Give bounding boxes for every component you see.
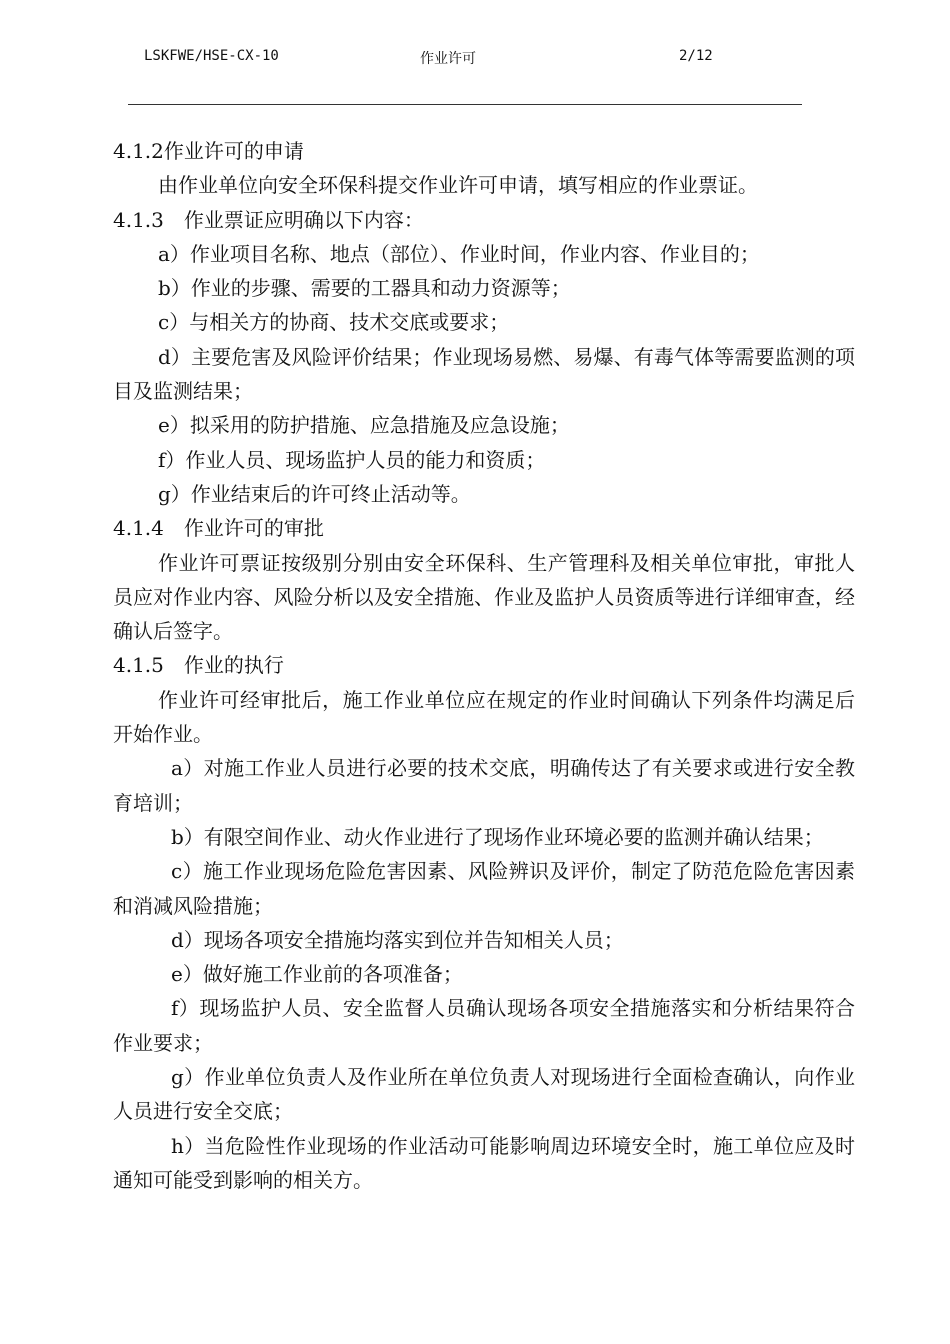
document-body [113,134,855,1197]
list-item: g）作业单位负责人及作业所在单位负责人对现场进行全面检查确认，向作业人员进行安全交底； [113,1065,855,1124]
section-paragraph: 作业许可票证按级别分别由安全环保科、生产管理科及相关单位审批，审批人员应对作业内容、风险分析以及安全措施、作业及监护人员资质等进行详细审查，经确认后签字。 [113,550,855,644]
list-item: d）主要危害及风险评价结果；作业现场易燃、易爆、有毒气体等需要监测的项目及监测结果； [113,344,855,404]
section-heading-4-1-5: 4.1.5 作业的执行 [113,653,284,678]
list-item: e）做好施工作业前的各项准备； [171,962,463,987]
section-heading-4-1-3: 4.1.3 作业票证应明确以下内容： [113,207,424,232]
list-item: c）施工作业现场危险危害因素、风险辨识及评价，制定了防范危险危害因素和消减风险措施； [113,859,855,918]
list-item: c）与相关方的协商、技术交底或要求； [158,310,510,335]
page-number: 2/12 [679,48,713,64]
list-item: a）对施工作业人员进行必要的技术交底，明确传达了有关要求或进行安全教育培训； [113,756,855,815]
list-item: g）作业结束后的许可终止活动等。 [158,481,471,506]
list-item: b）作业的步骤、需要的工器具和动力资源等； [158,276,571,301]
header-divider [128,104,802,105]
section-paragraph: 由作业单位向安全环保科提交作业许可申请，填写相应的作业票证。 [158,173,758,198]
section-heading-4-1-2: 4.1.2作业许可的申请 [113,139,304,163]
list-item: d）现场各项安全措施均落实到位并告知相关人员； [171,927,624,952]
document-code: LSKFWE/HSE-CX-10 [144,48,279,64]
list-item: b）有限空间作业、动火作业进行了现场作业环境必要的监测并确认结果； [171,824,824,849]
list-item: f）现场监护人员、安全监督人员确认现场各项安全措施落实和分析结果符合作业要求； [113,996,855,1055]
list-item: a）作业项目名称、地点（部位）、作业时间，作业内容、作业目的； [158,241,760,266]
list-item: e）拟采用的防护措施、应急措施及应急设施； [158,413,570,438]
document-title: 作业许可 [420,51,476,67]
list-item: h）当危险性作业现场的作业活动可能影响周边环境安全时，施工单位应及时通知可能受到影响的相关方。 [113,1133,855,1192]
list-item: f）作业人员、现场监护人员的能力和资质； [158,447,546,472]
section-heading-4-1-4: 4.1.4 作业许可的审批 [113,516,324,541]
section-paragraph: 作业许可经审批后，施工作业单位应在规定的作业时间确认下列条件均满足后开始作业。 [113,687,855,747]
page-header [0,48,950,70]
